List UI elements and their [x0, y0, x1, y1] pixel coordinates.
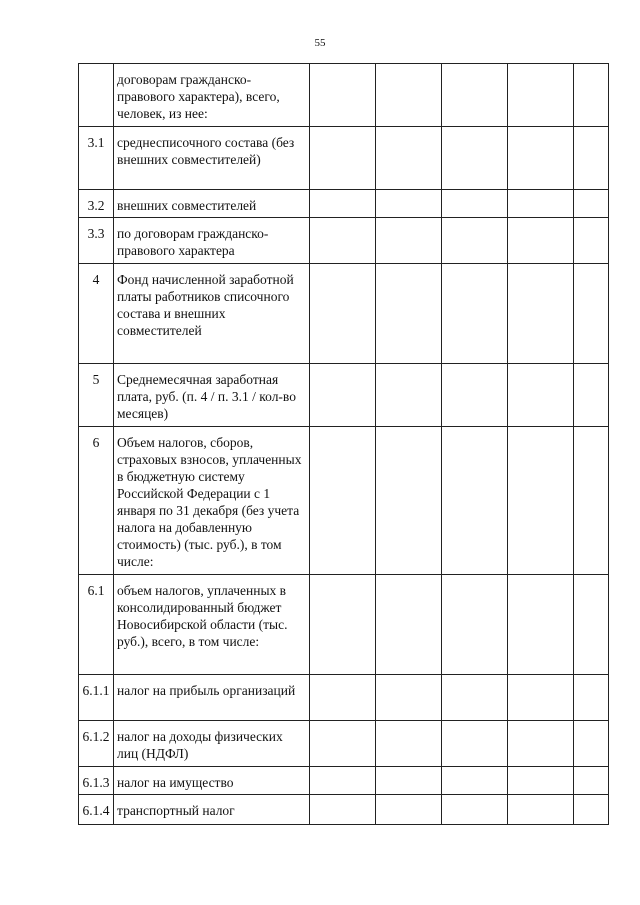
value-cell [442, 575, 508, 675]
value-cell [310, 675, 376, 721]
table-row [79, 675, 609, 721]
row-number: 3.1 [79, 127, 114, 190]
value-cell [376, 427, 442, 575]
value-cell [574, 364, 609, 427]
row-description: среднесписочного состава (без внешних совместителей) [114, 127, 310, 190]
value-cell [508, 364, 574, 427]
value-cell [376, 190, 442, 218]
value-cell [508, 795, 574, 825]
value-cell [376, 127, 442, 190]
value-cell [574, 675, 609, 721]
value-cell [310, 190, 376, 218]
table-row [79, 218, 609, 264]
value-cell [442, 675, 508, 721]
value-cell [574, 127, 609, 190]
value-cell [574, 427, 609, 575]
value-cell [574, 64, 609, 127]
table-row [79, 721, 609, 767]
row-description: Среднемесячная заработная плата, руб. (п. 4 / п. 3.1 / кол-во месяцев) [114, 364, 310, 427]
table-row [79, 575, 609, 675]
value-cell [310, 427, 376, 575]
report-table [78, 63, 609, 825]
row-description: транспортный налог [114, 795, 310, 825]
row-number: 4 [79, 264, 114, 364]
row-number: 3.2 [79, 190, 114, 218]
value-cell [310, 364, 376, 427]
row-description: внешних совместителей [114, 190, 310, 218]
row-description: договорам гражданско-правового характера), всего, человек, из нее: [114, 64, 310, 127]
value-cell [376, 795, 442, 825]
value-cell [376, 218, 442, 264]
value-cell [508, 218, 574, 264]
value-cell [574, 575, 609, 675]
table-row [79, 127, 609, 190]
value-cell [508, 127, 574, 190]
value-cell [442, 218, 508, 264]
table-row [79, 427, 609, 575]
value-cell [442, 64, 508, 127]
row-number: 3.3 [79, 218, 114, 264]
value-cell [376, 264, 442, 364]
value-cell [574, 218, 609, 264]
value-cell [574, 264, 609, 364]
page-number: 55 [314, 37, 326, 49]
value-cell [574, 795, 609, 825]
table-row [79, 264, 609, 364]
row-description: налог на доходы физических лиц (НДФЛ) [114, 721, 310, 767]
value-cell [574, 767, 609, 795]
row-number [79, 64, 114, 127]
value-cell [442, 795, 508, 825]
row-number: 6.1.4 [79, 795, 114, 825]
value-cell [442, 190, 508, 218]
row-number: 6.1 [79, 575, 114, 675]
value-cell [310, 721, 376, 767]
value-cell [376, 364, 442, 427]
value-cell [442, 127, 508, 190]
row-description: Объем налогов, сборов, страховых взносов, уплаченных в бюджетную систему Российской Федерации с 1 января по 31 декабря (без учета налога на добавленную стоимость) (тыс. руб.), в том числе: [114, 427, 310, 575]
row-number: 6.1.2 [79, 721, 114, 767]
value-cell [376, 575, 442, 675]
value-cell [442, 721, 508, 767]
value-cell [508, 675, 574, 721]
value-cell [310, 575, 376, 675]
value-cell [310, 264, 376, 364]
row-description: объем налогов, уплаченных в консолидированный бюджет Новосибирской области (тыс. руб.), всего, в том числе: [114, 575, 310, 675]
value-cell [310, 218, 376, 264]
value-cell [574, 190, 609, 218]
value-cell [508, 575, 574, 675]
table-row [79, 190, 609, 218]
row-description: налог на прибыль организаций [114, 675, 310, 721]
table-row [79, 795, 609, 825]
value-cell [508, 767, 574, 795]
value-cell [376, 675, 442, 721]
row-number: 6 [79, 427, 114, 575]
value-cell [310, 767, 376, 795]
value-cell [442, 364, 508, 427]
row-number: 5 [79, 364, 114, 427]
row-description: по договорам гражданско-правового характера [114, 218, 310, 264]
table-row [79, 364, 609, 427]
value-cell [442, 264, 508, 364]
value-cell [508, 427, 574, 575]
row-description: налог на имущество [114, 767, 310, 795]
value-cell [376, 721, 442, 767]
value-cell [376, 767, 442, 795]
value-cell [310, 795, 376, 825]
value-cell [508, 721, 574, 767]
row-number: 6.1.3 [79, 767, 114, 795]
table-row [79, 767, 609, 795]
value-cell [310, 64, 376, 127]
value-cell [376, 64, 442, 127]
row-description: Фонд начисленной заработной платы работников списочного состава и внешних совместителей [114, 264, 310, 364]
value-cell [508, 64, 574, 127]
value-cell [574, 721, 609, 767]
value-cell [508, 264, 574, 364]
value-cell [442, 427, 508, 575]
table-row [79, 64, 609, 127]
value-cell [508, 190, 574, 218]
value-cell [442, 767, 508, 795]
value-cell [310, 127, 376, 190]
row-number: 6.1.1 [79, 675, 114, 721]
